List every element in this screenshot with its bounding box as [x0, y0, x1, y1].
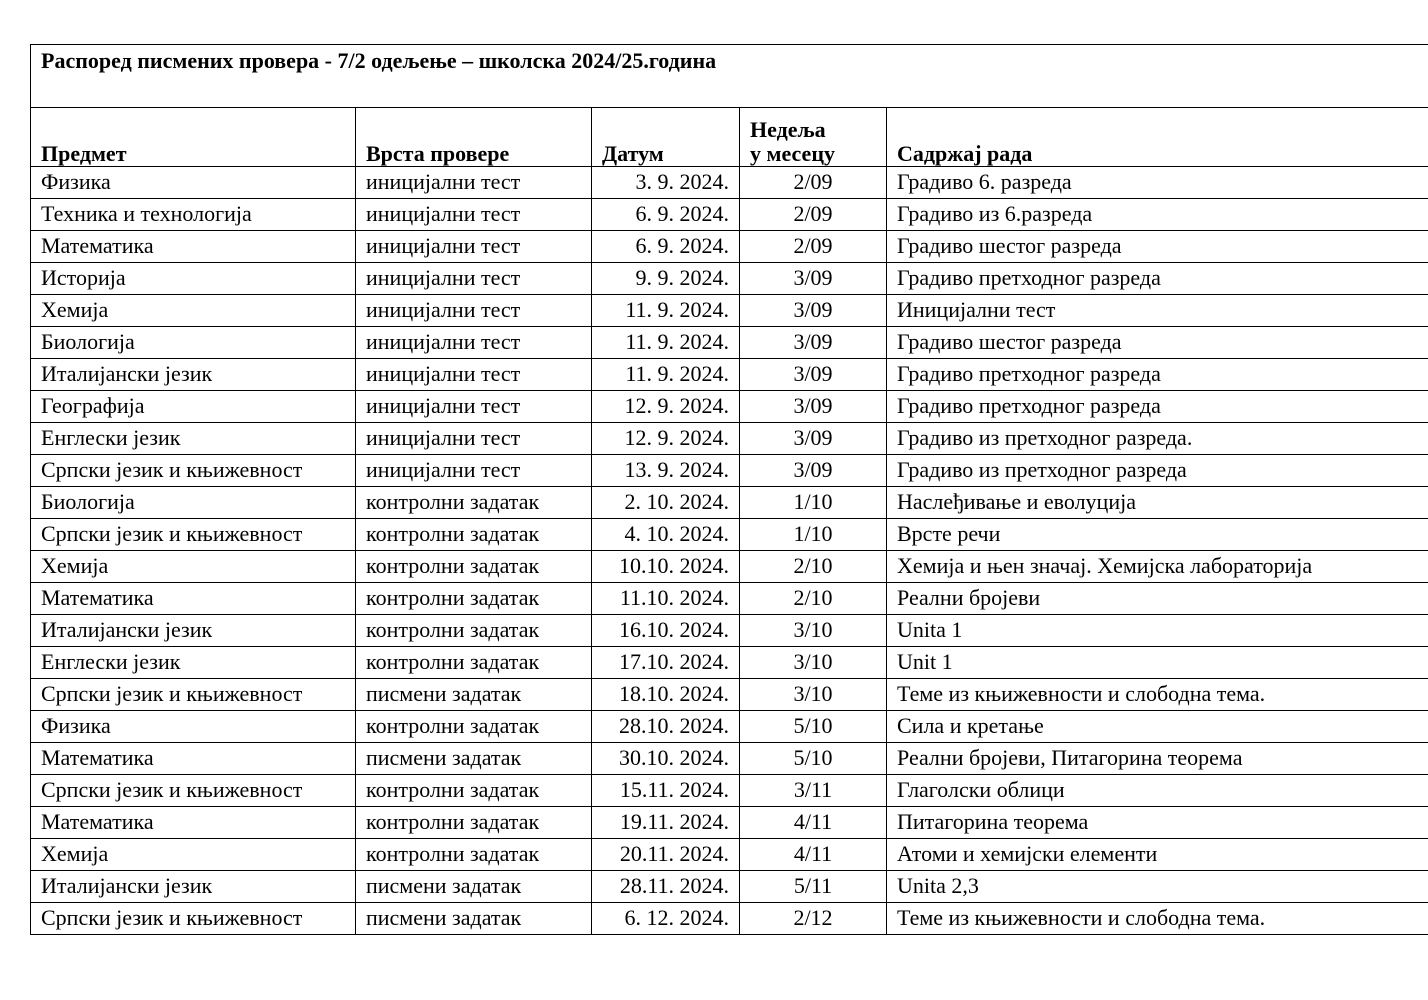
cell-subject: Историја	[31, 263, 356, 295]
table-row	[31, 263, 1428, 295]
table-header-row	[31, 108, 1428, 167]
cell-type: писмени задатак	[356, 903, 592, 935]
cell-content: Теме из књижевности и слободна тема.	[887, 903, 1428, 935]
cell-type: иницијални тест	[356, 231, 592, 263]
table-row	[31, 167, 1428, 199]
cell-type: контролни задатак	[356, 807, 592, 839]
cell-type: контролни задатак	[356, 839, 592, 871]
cell-date: 18.10. 2024.	[592, 679, 740, 711]
cell-date: 12. 9. 2024.	[592, 423, 740, 455]
table-row	[31, 743, 1428, 775]
cell-subject: Хемија	[31, 551, 356, 583]
cell-subject: Физика	[31, 711, 356, 743]
cell-week: 2/10	[740, 583, 887, 615]
document-title: Распоред писмених провера - 7/2 одељење – школска 2024/25.година	[31, 45, 1428, 108]
cell-content: Unit 1	[887, 647, 1428, 679]
table-row	[31, 679, 1428, 711]
cell-date: 11. 9. 2024.	[592, 359, 740, 391]
table-row	[31, 327, 1428, 359]
cell-subject: Математика	[31, 583, 356, 615]
cell-subject: Математика	[31, 231, 356, 263]
cell-type: иницијални тест	[356, 199, 592, 231]
cell-date: 4. 10. 2024.	[592, 519, 740, 551]
header-week-line2: у месецу	[750, 140, 835, 166]
cell-type: контролни задатак	[356, 647, 592, 679]
cell-content: Иницијални тест	[887, 295, 1428, 327]
cell-type: контролни задатак	[356, 519, 592, 551]
cell-week: 3/10	[740, 615, 887, 647]
table-row	[31, 807, 1428, 839]
cell-subject: Српски језик и књижевност	[31, 679, 356, 711]
cell-date: 20.11. 2024.	[592, 839, 740, 871]
cell-subject: Енглески језик	[31, 423, 356, 455]
cell-week: 2/09	[740, 231, 887, 263]
cell-content: Питагорина теорема	[887, 807, 1428, 839]
schedule-document	[30, 44, 1428, 935]
cell-date: 19.11. 2024.	[592, 807, 740, 839]
cell-content: Градиво претходног разреда	[887, 263, 1428, 295]
cell-date: 3. 9. 2024.	[592, 167, 740, 199]
cell-subject: Српски језик и књижевност	[31, 903, 356, 935]
cell-type: иницијални тест	[356, 263, 592, 295]
table-row	[31, 519, 1428, 551]
cell-subject: Биологија	[31, 327, 356, 359]
cell-date: 17.10. 2024.	[592, 647, 740, 679]
table-row	[31, 295, 1428, 327]
cell-week: 3/09	[740, 391, 887, 423]
cell-date: 6. 9. 2024.	[592, 231, 740, 263]
cell-content: Градиво из претходног разреда.	[887, 423, 1428, 455]
cell-type: иницијални тест	[356, 359, 592, 391]
cell-subject: Италијански језик	[31, 615, 356, 647]
cell-date: 6. 12. 2024.	[592, 903, 740, 935]
cell-type: иницијални тест	[356, 391, 592, 423]
table-row	[31, 583, 1428, 615]
cell-date: 15.11. 2024.	[592, 775, 740, 807]
cell-week: 5/10	[740, 711, 887, 743]
cell-week: 3/09	[740, 423, 887, 455]
cell-date: 12. 9. 2024.	[592, 391, 740, 423]
cell-type: иницијални тест	[356, 295, 592, 327]
cell-type: контролни задатак	[356, 711, 592, 743]
cell-week: 3/09	[740, 327, 887, 359]
cell-content: Реални бројеви	[887, 583, 1428, 615]
cell-content: Градиво шестог разреда	[887, 231, 1428, 263]
cell-content: Градиво шестог разреда	[887, 327, 1428, 359]
cell-type: писмени задатак	[356, 743, 592, 775]
cell-subject: Техника и технологија	[31, 199, 356, 231]
cell-week: 1/10	[740, 519, 887, 551]
cell-week: 2/10	[740, 551, 887, 583]
table-row	[31, 903, 1428, 935]
cell-content: Теме из књижевности и слободна тема.	[887, 679, 1428, 711]
table-row	[31, 775, 1428, 807]
table-row	[31, 391, 1428, 423]
cell-week: 3/09	[740, 455, 887, 487]
cell-content: Врсте речи	[887, 519, 1428, 551]
cell-content: Хемија и њен значај. Хемијска лабораторија	[887, 551, 1428, 583]
cell-content: Сила и кретање	[887, 711, 1428, 743]
cell-week: 5/10	[740, 743, 887, 775]
cell-subject: Италијански језик	[31, 871, 356, 903]
cell-content: Глаголски облици	[887, 775, 1428, 807]
cell-type: контролни задатак	[356, 487, 592, 519]
cell-type: писмени задатак	[356, 679, 592, 711]
cell-date: 11. 9. 2024.	[592, 327, 740, 359]
header-subject: Предмет	[31, 108, 356, 167]
cell-type: иницијални тест	[356, 327, 592, 359]
cell-type: контролни задатак	[356, 775, 592, 807]
cell-type: контролни задатак	[356, 615, 592, 647]
cell-type: контролни задатак	[356, 583, 592, 615]
cell-week: 3/10	[740, 647, 887, 679]
cell-week: 3/09	[740, 263, 887, 295]
cell-week: 1/10	[740, 487, 887, 519]
cell-type: контролни задатак	[356, 551, 592, 583]
cell-date: 2. 10. 2024.	[592, 487, 740, 519]
header-week	[740, 108, 887, 167]
cell-subject: Математика	[31, 743, 356, 775]
cell-date: 11.10. 2024.	[592, 583, 740, 615]
cell-content: Атоми и хемијски елементи	[887, 839, 1428, 871]
cell-subject: Математика	[31, 807, 356, 839]
cell-subject: Биологија	[31, 487, 356, 519]
cell-type: иницијални тест	[356, 167, 592, 199]
cell-content: Градиво из 6.разреда	[887, 199, 1428, 231]
table-row	[31, 551, 1428, 583]
exam-schedule-table	[30, 44, 1428, 935]
table-row	[31, 711, 1428, 743]
cell-content: Наслеђивање и еволуција	[887, 487, 1428, 519]
cell-content: Unita 1	[887, 615, 1428, 647]
cell-date: 30.10. 2024.	[592, 743, 740, 775]
cell-date: 28.10. 2024.	[592, 711, 740, 743]
cell-subject: Физика	[31, 167, 356, 199]
cell-week: 2/12	[740, 903, 887, 935]
cell-week: 3/10	[740, 679, 887, 711]
table-row	[31, 359, 1428, 391]
header-date: Датум	[592, 108, 740, 167]
cell-subject: Српски језик и књижевност	[31, 455, 356, 487]
cell-type: иницијални тест	[356, 423, 592, 455]
cell-subject: Италијански језик	[31, 359, 356, 391]
table-body	[31, 167, 1428, 935]
header-week-line1: Недеља	[750, 116, 826, 142]
cell-week: 3/11	[740, 775, 887, 807]
cell-date: 16.10. 2024.	[592, 615, 740, 647]
cell-date: 9. 9. 2024.	[592, 263, 740, 295]
cell-subject: Географија	[31, 391, 356, 423]
cell-week: 4/11	[740, 839, 887, 871]
cell-content: Градиво претходног разреда	[887, 391, 1428, 423]
cell-date: 6. 9. 2024.	[592, 199, 740, 231]
cell-subject: Хемија	[31, 839, 356, 871]
cell-week: 5/11	[740, 871, 887, 903]
cell-week: 2/09	[740, 199, 887, 231]
cell-week: 2/09	[740, 167, 887, 199]
cell-content: Реални бројеви, Питагорина теорема	[887, 743, 1428, 775]
cell-week: 3/09	[740, 359, 887, 391]
cell-subject: Српски језик и књижевност	[31, 775, 356, 807]
cell-date: 11. 9. 2024.	[592, 295, 740, 327]
table-row	[31, 231, 1428, 263]
table-row	[31, 647, 1428, 679]
cell-type: иницијални тест	[356, 455, 592, 487]
header-type: Врста провере	[356, 108, 592, 167]
table-row	[31, 199, 1428, 231]
cell-subject: Хемија	[31, 295, 356, 327]
cell-type: писмени задатак	[356, 871, 592, 903]
table-row	[31, 615, 1428, 647]
cell-date: 10.10. 2024.	[592, 551, 740, 583]
cell-week: 4/11	[740, 807, 887, 839]
table-row	[31, 423, 1428, 455]
table-row	[31, 871, 1428, 903]
cell-content: Градиво из претходног разреда	[887, 455, 1428, 487]
cell-content: Градиво претходног разреда	[887, 359, 1428, 391]
cell-content: Градиво 6. разреда	[887, 167, 1428, 199]
cell-subject: Српски језик и књижевност	[31, 519, 356, 551]
cell-date: 28.11. 2024.	[592, 871, 740, 903]
cell-content: Unita 2,3	[887, 871, 1428, 903]
cell-week: 3/09	[740, 295, 887, 327]
header-content: Садржај рада	[887, 108, 1428, 167]
table-row	[31, 839, 1428, 871]
table-row	[31, 455, 1428, 487]
table-row	[31, 487, 1428, 519]
cell-date: 13. 9. 2024.	[592, 455, 740, 487]
cell-subject: Енглески језик	[31, 647, 356, 679]
